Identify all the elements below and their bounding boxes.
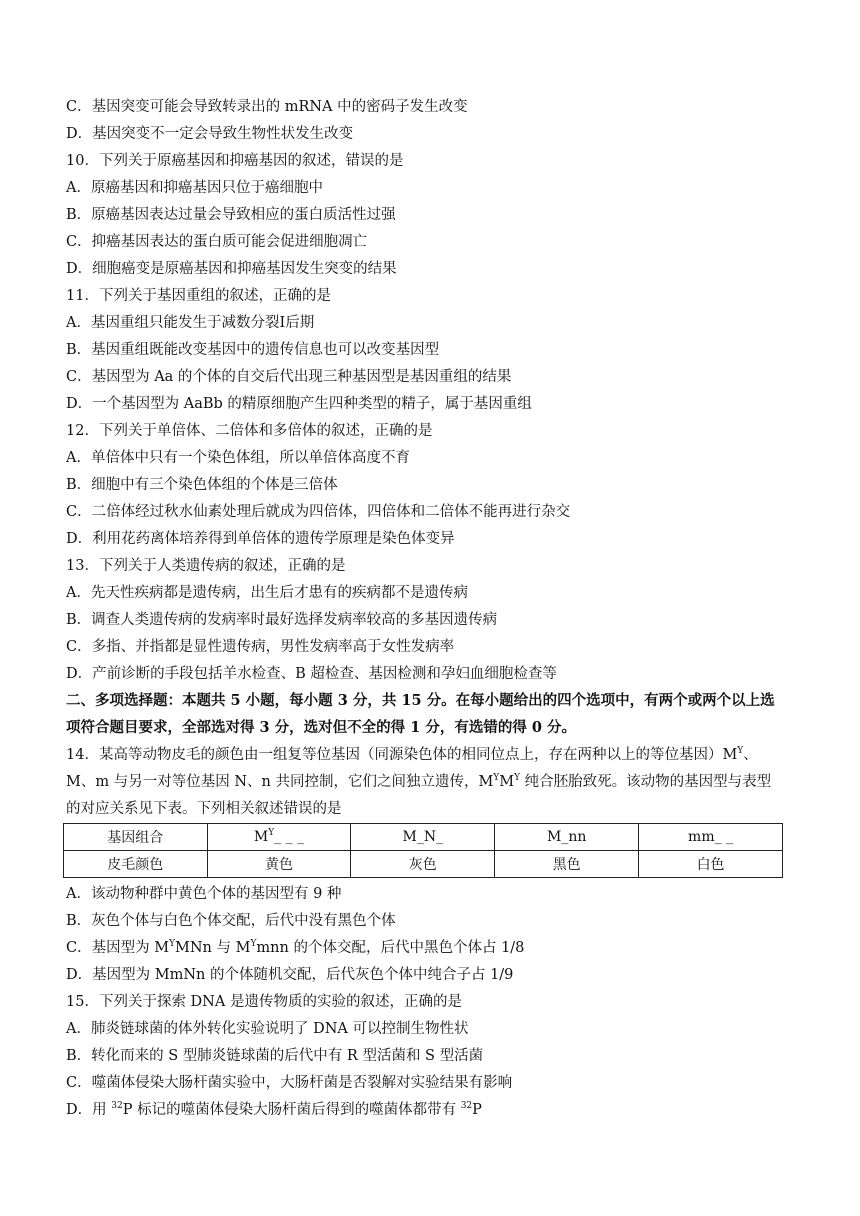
q12-stem: 12．下列关于单倍体、二倍体和多倍体的叙述，正确的是: [66, 423, 433, 439]
table-cell: M_N_: [351, 824, 495, 851]
q10-stem: 10．下列关于原癌基因和抑癌基因的叙述，错误的是: [66, 153, 404, 169]
q9-option-d: D．基因突变不一定会导致生物性状发生改变: [66, 126, 354, 142]
q13-option-b: B．调查人类遗传病的发病率时最好选择发病率较高的多基因遗传病: [66, 612, 498, 628]
q15-option-a: A．肺炎链球菌的体外转化实验说明了 DNA 可以控制生物性状: [66, 1021, 469, 1037]
superscript: 32: [460, 1101, 473, 1111]
q11-option-d: D．一个基因型为 AaBb 的精原细胞产生四种类型的精子，属于基因重组: [66, 396, 532, 412]
q14-stem-line2-text: M、m 与另一对等位基因 N、n 共同控制，它们之间独立遗传，M: [66, 774, 494, 790]
q14-option-c: [66, 938, 806, 958]
q14-option-a: A．该动物种群中黄色个体的基因型有 9 种: [66, 886, 342, 902]
q14-option-b: B．灰色个体与白色个体交配，后代中没有黑色个体: [66, 913, 396, 929]
section2-heading-line1: 二、多项选择题：本题共 5 小题，每小题 3 分，共 15 分。在每小题给出的四个选项中，有两个或两个以上选: [66, 692, 775, 709]
q13-stem: 13．下列关于人类遗传病的叙述，正确的是: [66, 558, 346, 574]
q14-option-c-end: mnn 的个体交配，后代中黑色个体占 1/8: [256, 940, 525, 956]
q9-option-c: C．基因突变可能会导致转录出的 mRNA 中的密码子发生改变: [66, 99, 468, 115]
section2-heading-line2: 项符合题目要求，全部选对得 3 分，选对但不全的得 1 分，有选错的得 0 分。: [66, 719, 577, 736]
q15-option-b: B．转化而来的 S 型肺炎链球菌的后代中有 R 型活菌和 S 型活菌: [66, 1048, 484, 1064]
cell-rest: _ _ _: [274, 829, 305, 845]
q14-stem-line2-end: 纯合胚胎致死。该动物的基因型与表型: [520, 774, 772, 790]
q10-option-d: D．细胞癌变是原癌基因和抑癌基因发生突变的结果: [66, 261, 397, 277]
superscript: Y: [250, 939, 257, 949]
table-row: [64, 824, 783, 851]
q11-option-a: A．基因重组只能发生于减数分裂Ⅰ后期: [66, 315, 315, 331]
cell-base: M: [253, 829, 269, 845]
q11-stem: 11．下列关于基因重组的叙述，正确的是: [66, 288, 331, 304]
q12-option-a: A．单倍体中只有一个染色体组，所以单倍体高度不育: [66, 450, 410, 466]
superscript: Y: [169, 939, 176, 949]
table-cell: mm_ _: [639, 824, 783, 851]
q14-stem-line1: [66, 745, 806, 765]
q13-option-c: C．多指、并指都是显性遗传病，男性发病率高于女性发病率: [66, 639, 455, 655]
q15-option-d-mid: P 标记的噬菌体侵染大肠杆菌后得到的噬菌体都带有: [122, 1102, 461, 1118]
q11-option-b: B．基因重组既能改变基因中的遗传信息也可以改变基因型: [66, 342, 440, 358]
q12-option-c: C．二倍体经过秋水仙素处理后就成为四倍体，四倍体和二倍体不能再进行杂交: [66, 504, 571, 520]
q14-stem-line2: [66, 772, 806, 792]
q15-option-d-text: D．用: [66, 1102, 112, 1118]
q14-option-d: D．基因型为 MmNn 的个体随机交配，后代灰色个体中纯合子占 1/9: [66, 967, 514, 983]
genotype-phenotype-table: [63, 823, 783, 878]
q15-option-d: [66, 1100, 806, 1120]
table-cell: 白色: [639, 851, 783, 878]
q13-option-d: D．产前诊断的手段包括羊水检查、B 超检查、基因检测和孕妇血细胞检查等: [66, 666, 557, 682]
q15-option-d-end: P: [472, 1102, 482, 1118]
q12-option-d: D．利用花药离体培养得到单倍体的遗传学原理是染色体变异: [66, 531, 455, 547]
table-header-cell: 基因组合: [64, 824, 208, 851]
q10-option-c: C．抑癌基因表达的蛋白质可能会促进细胞凋亡: [66, 234, 368, 250]
q14-stem-line1-text: 14．某高等动物皮毛的颜色由一组复等位基因（同源染色体的相同位点上，存在两种以上的等位基因）M: [66, 747, 738, 763]
table-cell: M_nn: [495, 824, 639, 851]
q11-option-c: C．基因型为 Aa 的个体的自交后代出现三种基因型是基因重组的结果: [66, 369, 512, 385]
table-cell: [207, 824, 351, 851]
q15-option-c: C．噬菌体侵染大肠杆菌实验中，大肠杆菌是否裂解对实验结果有影响: [66, 1075, 513, 1091]
table-cell: 黑色: [495, 851, 639, 878]
q14-stem-line3: 的对应关系见下表。下列相关叙述错误的是: [66, 801, 342, 817]
table-row: [64, 851, 783, 878]
table-header-cell: 皮毛颜色: [64, 851, 208, 878]
q13-option-a: A．先天性疾病都是遗传病，出生后才患有的疾病都不是遗传病: [66, 585, 468, 601]
superscript: 32: [111, 1101, 123, 1111]
superscript: Y: [493, 773, 500, 783]
q14-stem-line2-mid: M: [499, 774, 515, 790]
superscript: Y: [514, 773, 521, 783]
table-cell: 黄色: [207, 851, 351, 878]
q15-stem: 15．下列关于探索 DNA 是遗传物质的实验的叙述，正确的是: [66, 994, 462, 1010]
superscript: Y: [268, 828, 275, 838]
q14-stem-line1-end: 、: [743, 747, 758, 763]
q10-option-b: B．原癌基因表达过量会导致相应的蛋白质活性过强: [66, 207, 396, 223]
table-cell: 灰色: [351, 851, 495, 878]
superscript: Y: [737, 746, 744, 756]
q14-option-c-text: C．基因型为 M: [66, 940, 170, 956]
q14-option-c-mid: MNn 与 M: [175, 940, 251, 956]
q10-option-a: A．原癌基因和抑癌基因只位于癌细胞中: [66, 180, 323, 196]
q12-option-b: B．细胞中有三个染色体组的个体是三倍体: [66, 477, 338, 493]
